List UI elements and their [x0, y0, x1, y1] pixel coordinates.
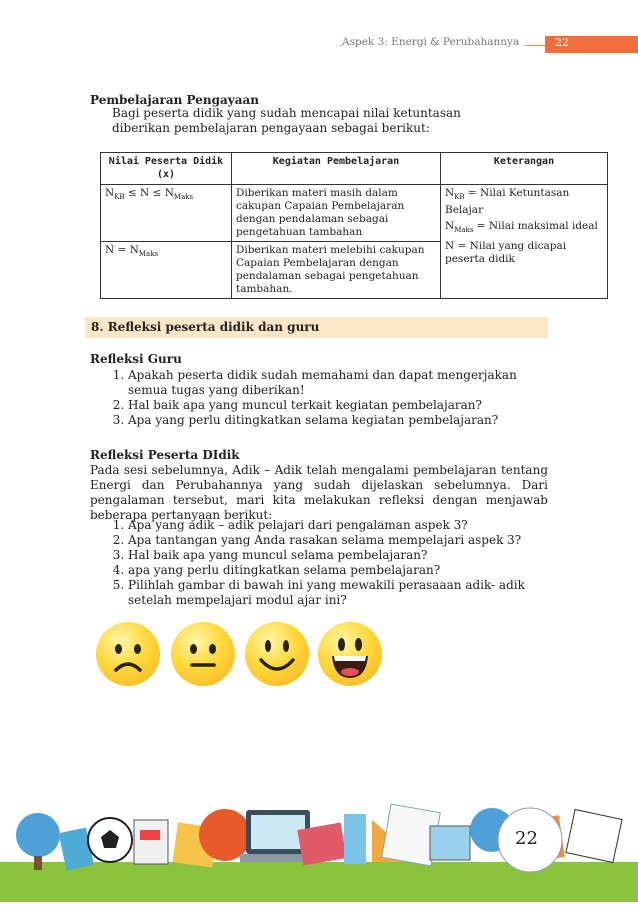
- table-cell: Diberikan materi masih dalam cakupan Capaian Pembelajaran dengan pendalaman sebagai pengetahuan tambahan: [232, 185, 441, 242]
- table-header-row: [101, 153, 608, 185]
- footer-illustration: [0, 790, 638, 902]
- refleksi-guru-title: Refleksi Guru: [90, 352, 182, 366]
- table-row: [101, 185, 608, 242]
- list-item: 2. Apa tantangan yang Anda rasakan selama mempelajari aspek 3?: [128, 533, 560, 548]
- section-heading: 8. Refleksi peserta didik dan guru: [85, 317, 548, 338]
- footer-page-number: 22: [515, 828, 538, 849]
- chapter-title: Aspek 3: Energi & Perubahannya: [342, 36, 525, 48]
- list-item: 3. Apa yang perlu ditingkatkan selama kegiatan pembelajaran?: [128, 413, 560, 428]
- sad-face-icon[interactable]: [96, 622, 160, 686]
- smile-face-icon[interactable]: [245, 622, 309, 686]
- table-cell: Diberikan materi melebihi cakupan Capaian Pembelajaran dengan pendalaman sebagai pengetahuan tambahan.: [232, 242, 441, 299]
- pengayaan-table: [100, 152, 608, 299]
- list-item: 1. Apakah peserta didik sudah memahami dan dapat mengerjakan semua tugas yang diberikan!: [128, 368, 560, 398]
- list-item: 1. Apa yang adik – adik pelajari dari pengalaman aspek 3?: [128, 518, 560, 533]
- table-header: Keterangan: [441, 153, 608, 185]
- table-cell: $N = N_{Maks}$: [101, 242, 232, 299]
- table-header: Kegiatan Pembelajaran: [232, 153, 441, 185]
- header-page-number: 22: [555, 36, 569, 49]
- list-item: 5. Pilihlah gambar di bawah ini yang mewakili perasaaan adik- adik setelah mempelajari modul ajar ini?: [128, 578, 560, 608]
- pengayaan-title: Pembelajaran Pengayaan: [90, 93, 259, 107]
- refleksi-siswa-list: [90, 518, 560, 608]
- table-cell: $N_{KB} \le N \le N_{Maks}$: [101, 185, 232, 242]
- table-cell-keterangan: $N_{KB}$ = Nilai Ketuntasan Belajar $N_{Maks}$ = Nilai maksimal ideal N = Nilai yang dicapai peserta didik: [441, 185, 608, 299]
- list-item: 4. apa yang perlu ditingkatkan selama pembelajaran?: [128, 563, 560, 578]
- table-header: Nilai Peserta Didik (x): [101, 153, 232, 185]
- page-header: [0, 34, 638, 54]
- list-item: 2. Hal baik apa yang muncul terkait kegiatan pembelajaran?: [128, 398, 560, 413]
- grin-face-icon[interactable]: [318, 622, 382, 686]
- list-item: 3. Hal baik apa yang muncul selama pembelajaran?: [128, 548, 560, 563]
- refleksi-siswa-intro: Pada sesi sebelumnya, Adik – Adik telah mengalami pembelajaran tentang Energi dan Perubahannya yang sudah dijelaskan sebelumnya. Dari pengalaman tersebut, mari kita melakukan refleksi dengan menjawab beberapa pertanyaan berikut:: [90, 463, 548, 522]
- refleksi-siswa-title: Refleksi Peserta DIdik: [90, 448, 240, 462]
- refleksi-guru-list: [90, 368, 560, 428]
- neutral-face-icon[interactable]: [171, 622, 235, 686]
- pengayaan-intro: Bagi peserta didik yang sudah mencapai nilai ketuntasan diberikan pembelajaran pengayaan sebagai berikut:: [112, 106, 461, 135]
